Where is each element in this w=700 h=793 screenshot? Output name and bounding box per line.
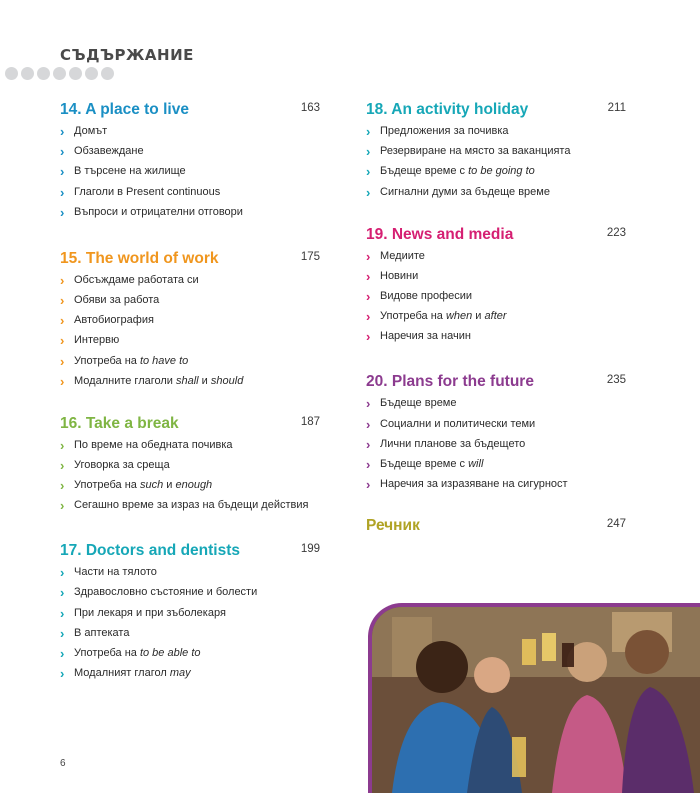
dot	[5, 67, 18, 80]
unit-page-number: 223	[606, 226, 626, 239]
unit-topic-list	[60, 565, 320, 681]
unit-topic-list	[60, 438, 320, 514]
unit-title: 14. A place to live	[60, 101, 189, 118]
topic-item[interactable]	[60, 606, 320, 621]
chevron-right-icon: ›	[366, 396, 371, 412]
chevron-right-icon: ›	[60, 646, 65, 661]
unit-heading[interactable]	[366, 99, 626, 123]
topic-text: Интервю	[74, 334, 120, 347]
topic-text: Новини	[380, 269, 419, 282]
topic-term: may	[169, 667, 191, 680]
topic-text: При лекаря и при зъболекаря	[74, 606, 226, 619]
chevron-right-icon: ›	[60, 184, 65, 200]
topic-item[interactable]	[366, 457, 626, 472]
topic-item[interactable]	[60, 354, 320, 369]
chevron-right-icon: ›	[366, 248, 371, 264]
topic-text: Предложения за почивка	[380, 125, 509, 137]
chevron-right-icon: ›	[366, 144, 371, 160]
unit-heading[interactable]	[366, 515, 626, 539]
chevron-right-icon: ›	[60, 353, 65, 369]
unit-title: 16. Take a break	[60, 414, 179, 432]
topic-item[interactable]	[60, 333, 320, 348]
toc-unit	[60, 413, 320, 514]
chevron-right-icon: ›	[60, 292, 65, 308]
topic-item[interactable]	[60, 205, 320, 220]
topic-item[interactable]	[366, 309, 626, 324]
unit-heading[interactable]	[60, 99, 320, 123]
topic-term: to be going to	[468, 165, 535, 178]
topic-item[interactable]	[60, 124, 320, 139]
topic-text: Части на тялото	[74, 566, 157, 579]
topic-item[interactable]	[60, 293, 320, 308]
topic-text: Сигнални думи за бъдеще време	[380, 185, 550, 198]
topic-text: Бъдеще време	[380, 397, 457, 410]
topic-text: Глаголи в Present continuous	[74, 185, 221, 198]
unit-topic-list	[60, 124, 320, 220]
chevron-right-icon: ›	[60, 144, 65, 160]
topic-text: В аптеката	[74, 626, 130, 639]
topic-item[interactable]	[60, 185, 320, 200]
topic-term: after	[484, 310, 507, 323]
unit-heading[interactable]	[60, 413, 320, 437]
topic-text: Модалният глагол	[74, 667, 170, 680]
toc-unit	[366, 371, 626, 492]
unit-title: 19. News and media	[366, 225, 514, 243]
topic-text: Модалните глаголи	[74, 374, 176, 387]
topic-text: Бъдеще време с	[380, 165, 469, 178]
topic-item[interactable]	[366, 164, 626, 179]
unit-page-number: 211	[607, 102, 626, 114]
toc-column-left	[60, 99, 320, 686]
topic-item[interactable]	[366, 396, 626, 411]
page-title: СЪДЪРЖАНИЕ	[60, 46, 194, 64]
topic-text: Употреба на	[74, 354, 140, 367]
toc-column-right	[366, 99, 626, 539]
topic-text: Наречия за начин	[380, 330, 471, 343]
chevron-right-icon: ›	[366, 268, 371, 284]
topic-item[interactable]	[366, 185, 626, 200]
toc-unit	[60, 248, 320, 389]
toc-unit	[366, 99, 626, 200]
topic-term: when	[445, 310, 473, 323]
unit-page-number: 247	[606, 518, 626, 531]
topic-text: Въпроси и отрицателни отговори	[74, 205, 243, 218]
topic-item[interactable]	[366, 144, 626, 159]
photo-friends-toasting	[368, 603, 700, 793]
topic-text: Здравословно състояние и болести	[74, 586, 258, 599]
chevron-right-icon: ›	[60, 457, 65, 473]
topic-term: such	[139, 479, 164, 492]
dot	[53, 67, 66, 80]
topic-item[interactable]	[366, 289, 626, 304]
topic-item[interactable]	[366, 249, 626, 264]
chevron-right-icon: ›	[366, 184, 371, 200]
chevron-right-icon: ›	[60, 437, 65, 453]
unit-topic-list	[366, 396, 626, 492]
chevron-right-icon: ›	[60, 373, 65, 389]
topic-text: и	[163, 479, 176, 492]
topic-text: Употреба на	[74, 479, 140, 492]
chevron-right-icon: ›	[366, 477, 371, 493]
topic-item[interactable]	[366, 124, 626, 139]
chevron-right-icon: ›	[366, 124, 371, 139]
decorative-dots	[5, 67, 114, 80]
topic-item[interactable]	[60, 626, 320, 641]
unit-heading[interactable]	[60, 248, 320, 272]
topic-term: to be able to	[139, 647, 201, 659]
photo-illustration	[372, 607, 700, 793]
dot	[101, 67, 114, 80]
topic-term: will	[468, 457, 484, 470]
topic-text: Бъдеще време с	[380, 457, 469, 470]
unit-title: 15. The world of work	[60, 249, 219, 267]
dot	[37, 67, 50, 80]
chevron-right-icon: ›	[60, 585, 65, 601]
unit-title: Речник	[366, 517, 420, 535]
topic-item[interactable]	[366, 417, 626, 432]
chevron-right-icon: ›	[60, 625, 65, 641]
topic-term: should	[210, 374, 244, 387]
unit-heading[interactable]	[366, 371, 626, 395]
chevron-right-icon: ›	[366, 309, 371, 325]
unit-page-number: 235	[606, 374, 626, 387]
topic-item[interactable]	[60, 498, 320, 513]
topic-term: enough	[175, 479, 213, 492]
topic-item[interactable]	[366, 269, 626, 284]
chevron-right-icon: ›	[366, 456, 371, 472]
chevron-right-icon: ›	[60, 498, 65, 514]
topic-item[interactable]	[60, 646, 320, 661]
topic-text: Употреба на	[74, 647, 140, 659]
topic-item[interactable]	[60, 666, 320, 681]
topic-text: Резервиране на място за ваканцията	[380, 145, 571, 158]
topic-item[interactable]	[60, 144, 320, 159]
chevron-right-icon: ›	[60, 124, 65, 139]
topic-text: Обзавеждане	[74, 145, 144, 158]
chevron-right-icon: ›	[60, 333, 65, 349]
topic-text: и	[472, 310, 485, 323]
topic-term: to have to	[139, 354, 189, 367]
topic-text: По време на обедната почивка	[74, 438, 233, 451]
dot	[69, 67, 82, 80]
unit-title: 17. Doctors and dentists	[60, 542, 241, 560]
topic-item[interactable]	[366, 437, 626, 452]
chevron-right-icon: ›	[366, 329, 371, 345]
topic-text: Лични планове за бъдещето	[380, 437, 526, 450]
chevron-right-icon: ›	[366, 436, 371, 452]
topic-item[interactable]	[60, 565, 320, 580]
unit-topic-list	[60, 273, 320, 389]
unit-page-number: 163	[300, 102, 320, 114]
topic-item[interactable]	[60, 313, 320, 328]
chevron-right-icon: ›	[60, 666, 65, 682]
topic-text: В търсене на жилище	[74, 165, 186, 178]
toc-unit	[366, 515, 626, 539]
topic-text: Обсъждаме работата си	[74, 273, 199, 286]
topic-item[interactable]	[60, 585, 320, 600]
unit-heading[interactable]	[366, 224, 626, 248]
topic-text: Медиите	[380, 249, 425, 262]
topic-text: Уговорка за среща	[74, 458, 170, 471]
topic-item[interactable]	[366, 329, 626, 344]
unit-page-number: 199	[300, 543, 320, 556]
topic-text: Наречия за изразяване на сигурност	[380, 478, 568, 491]
topic-text: Обяви за работа	[74, 293, 160, 306]
toc-unit	[60, 99, 320, 220]
unit-title: 18. An activity holiday	[366, 101, 529, 118]
topic-item[interactable]	[60, 164, 320, 179]
chevron-right-icon: ›	[60, 204, 65, 220]
chevron-right-icon: ›	[366, 288, 371, 304]
topic-item[interactable]	[60, 458, 320, 473]
unit-page-number: 187	[300, 415, 320, 428]
unit-topic-list	[366, 249, 626, 345]
toc-unit	[366, 224, 626, 345]
topic-text: и	[198, 374, 211, 387]
dot	[21, 67, 34, 80]
chevron-right-icon: ›	[60, 164, 65, 180]
chevron-right-icon: ›	[60, 478, 65, 494]
topic-text: Социални и политически теми	[380, 417, 536, 430]
unit-topic-list	[366, 124, 626, 200]
topic-item[interactable]	[60, 478, 320, 493]
topic-text: Сегашно време за израз на бъдещи действия	[74, 499, 309, 512]
topic-item[interactable]	[60, 374, 320, 389]
chevron-right-icon: ›	[60, 605, 65, 621]
unit-page-number: 175	[300, 250, 320, 263]
chevron-right-icon: ›	[60, 272, 65, 288]
topic-text: Употреба на	[380, 310, 446, 323]
topic-item[interactable]	[60, 273, 320, 288]
page-number: 6	[60, 758, 66, 769]
toc-unit	[60, 540, 320, 681]
topic-text: Домът	[74, 125, 108, 137]
topic-text: Видове професии	[380, 289, 473, 302]
chevron-right-icon: ›	[366, 164, 371, 180]
topic-text: Автобиография	[74, 314, 154, 327]
unit-title: 20. Plans for the future	[366, 373, 534, 391]
topic-term: shall	[176, 374, 199, 387]
unit-heading[interactable]	[60, 540, 320, 564]
topic-item[interactable]	[366, 477, 626, 492]
chevron-right-icon: ›	[366, 416, 371, 432]
chevron-right-icon: ›	[60, 313, 65, 329]
chevron-right-icon: ›	[60, 565, 65, 581]
dot	[85, 67, 98, 80]
topic-item[interactable]	[60, 438, 320, 453]
